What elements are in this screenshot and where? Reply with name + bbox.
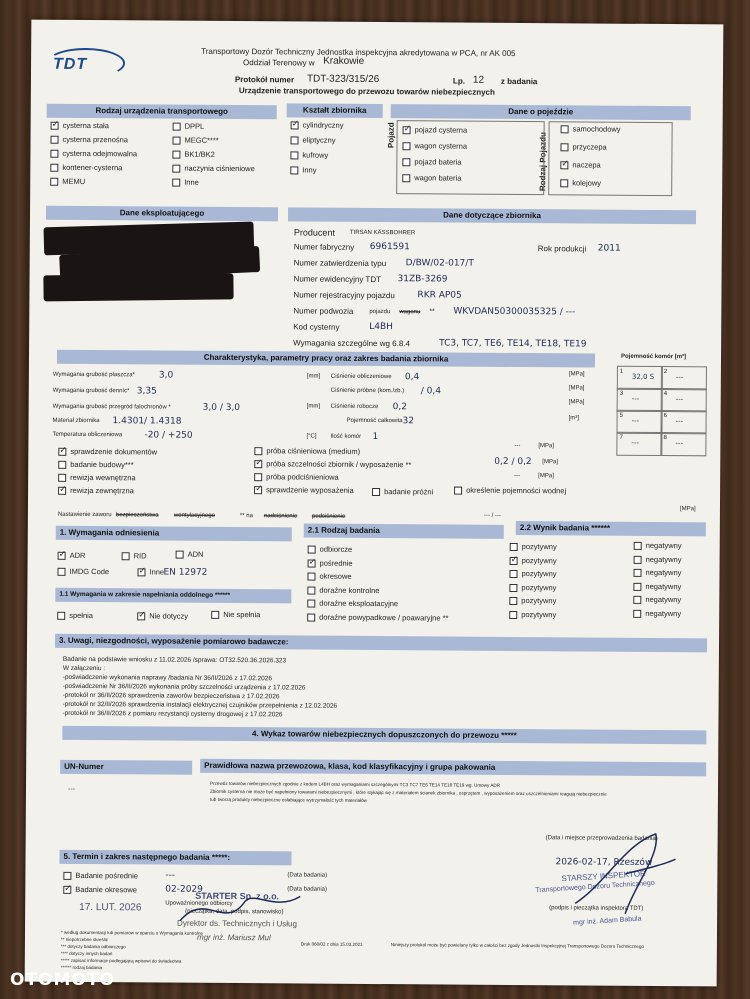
result-positive-label: pozytywny [521,569,557,579]
producer-label: Producent [293,227,335,238]
scope-test-checkbox[interactable] [254,447,262,455]
un-number-header: UN-Numer [60,760,192,775]
unit-mpa: [MPa] [542,459,558,466]
remark-line: -protokół nr 32/II/2026 sprawdzenia instalacji elektrycznej czujników przepełnienia z 12.02.2026 [62,700,338,710]
serial-value: 6961591 [369,241,410,253]
remark-line: -poświadczenie Nr 36/II/2026 wykonania próby szczelności urządzenia z 17.02.2026 [62,682,306,692]
reference-option-checkbox[interactable] [58,552,66,560]
result-positive-label: pozytywny [521,582,557,592]
chamber-volume: --- [631,438,640,447]
result-positive-checkbox[interactable] [509,610,517,618]
next-exam-option-label: Badanie okresowe [75,884,138,895]
chamber-cell [616,432,662,456]
form-code: Druk 060/02 z dnia 15.03.2021 [300,941,363,947]
chamber-volume: --- [675,439,684,448]
next-exam-option-checkbox[interactable] [63,872,71,880]
chamber-number: 5 [619,412,623,419]
left-date-stamp: 17. LUT. 2026 [79,901,142,914]
valve-unit: [MPa] [679,506,696,513]
device-type-option-label: MEGC**** [184,135,219,145]
unit-m3: [m³] [568,415,579,422]
year-label: Rok produkcji [537,244,587,254]
reference-option-checkbox[interactable] [176,551,184,559]
device-type-option-label: DPPL [184,121,205,131]
work-pressure-label: Ciśnienie robocze [330,403,379,411]
result-negative-checkbox[interactable] [634,555,642,563]
inspector-stamp-title: STARSZY INSPEKTOR [561,868,647,884]
chassis-strike: wagonu [399,309,421,316]
vehicle-type-option-checkbox[interactable] [402,158,410,166]
vehicle-kind-option-label: przyczepa [572,142,607,152]
capacity-label: Pojemność całkowita [346,417,403,425]
device-type-option-checkbox[interactable] [51,122,59,130]
medium-value: --- [514,442,521,450]
chamber-cell [661,388,707,412]
characteristics-header: Charakterystyka, parametry pracy oraz zakres badania zbiornika [57,350,595,368]
result-negative-checkbox[interactable] [634,542,642,550]
vehicle-kind-option-label: naczepa [572,160,601,170]
unit-mpa: [MPa] [568,399,585,406]
shell-label: Wymagania grubość płaszcza* [52,371,135,379]
chambers-label: Ilość komór [330,433,362,440]
scope-check-label: sprawdzenie dokumentów [70,446,158,457]
next-exam-date: 02-2029 [165,884,203,895]
footer-note: **** dotyczy innych badań [60,950,113,957]
next-exam-hint: (Data badania) [287,886,328,893]
tank-shape-header: Kształt zbiornika [287,103,383,118]
chassis-value: WKVDAN50300035325 / --- [453,306,576,318]
footer-note: ***** zapisać informacje podlegającą wpisowi do świadectwa [60,957,182,964]
vehicle-kind-option-label: samochodowy [572,124,621,134]
vehicle-kind-option-label: kolejowy [572,178,602,188]
test-pressure-label: Ciśnienie próbne (kom./zb.) [330,387,405,395]
baffle-value: 3,0 / 3,0 [202,402,241,414]
chamber-cell [660,410,706,434]
tank-shape-option-checkbox[interactable] [291,121,299,129]
chamber-number: 1 [619,368,624,375]
tdt-number-value: 31ZB-3269 [397,274,448,285]
exam-type-option-label: okresowe [319,571,352,581]
device-type-option-checkbox[interactable] [50,164,58,172]
inspector-stamp-name: mgr inż. Adam Babula [572,915,642,927]
approval-label: Numer zatwierdzenia typu [293,258,387,269]
chassis-mark: ** [429,308,435,316]
vehicle-type-option-checkbox[interactable] [403,126,411,134]
exam-type-option-checkbox[interactable] [307,600,315,608]
vehicle-kind-side-label: Rodzaj Pojazdu [538,132,548,192]
filling-header: 1.1 Wymagania w zakresie napełniania oddolnego ****** [55,588,291,604]
scope-test-label: próba szczelności zbiornik / wyposażenie ** [266,459,412,470]
lp-label: Lp. [452,76,465,86]
remark-line: -protokół nr 36/II/2026 sprawdzenia zaworów bezpieczeństwa z 17.02.2026 [62,691,280,701]
device-type-option-label: Inne [184,177,199,187]
result-positive-label: pozytywny [521,609,557,619]
chambers-value: 1 [372,431,379,443]
chamber-cell [617,388,663,412]
vehicle-kind-option-checkbox[interactable] [560,179,568,187]
tank-data-header: Dane dotyczące zbiornika [288,207,696,224]
registration-label: Numer rejestracyjny pojazdu [293,290,395,301]
chamber-volume: --- [631,416,640,425]
bottom-label: Wymagania grubość denníc* [52,387,130,395]
filling-option-checkbox[interactable] [137,612,145,620]
protocol-number: TDT-323/315/26 [306,73,380,86]
tank-shape-option-label: Inny [302,165,317,175]
un-number-value: --- [67,785,76,793]
device-type-option-label: cysterna przenośna [62,134,129,145]
device-type-option-checkbox[interactable] [51,136,59,144]
chamber-number: 8 [663,435,667,442]
footer-note: *** dotyczy badania odbiorczego [60,943,126,950]
chamber-cell [661,366,707,390]
exam-type-option-label: doraźne eksploatacyjne [319,598,399,609]
result-positive-checkbox[interactable] [509,583,517,591]
device-type-option-label: cysterna stała [62,120,109,131]
device-type-option-label: BK1/BK2 [184,149,215,159]
work-pressure-value: 0,2 [392,402,408,413]
device-type-option-label: naczynia ciśnieniowe [184,163,255,174]
water-capacity-label: określenie pojemności wodnej [466,485,567,496]
leak-test-value: 0,2 / 0,2 [494,456,532,468]
chamber-volume: --- [675,373,684,382]
result-positive-label: pozytywny [521,542,557,552]
result-negative-checkbox[interactable] [633,569,641,577]
device-type-option-checkbox[interactable] [172,165,180,173]
exam-type-option-label: pośrednie [319,558,353,568]
tank-shape-option-checkbox[interactable] [290,151,298,159]
next-exam-option-checkbox[interactable] [63,886,71,894]
result-negative-label: negatywny [645,567,682,578]
chamber-volume: --- [675,395,684,404]
special-req-label: Wymagania szczególne wg 6.8.4 [293,338,411,349]
result-positive-checkbox[interactable] [509,597,517,605]
exam-type-header: 2.1 Rodzaj badania [304,524,504,539]
chamber-number: 3 [619,390,624,397]
vehicle-kind-option-checkbox[interactable] [560,143,568,151]
exam-type-option-label: odbiorcze [319,544,353,554]
tank-shape-option-checkbox[interactable] [291,136,299,144]
footer-disclaimer: Niniejszy protokół może być powielany tylko w całości bez zgody Jednostki Inspekcyjnej Transportowego Dozoru Technicznego [390,942,644,949]
chassis-label: Numer podwozia [293,306,354,316]
lp-suffix: z badania [500,76,538,87]
valve-setting-label: Nastawienie zaworu [57,511,112,519]
goods-desc-line: Zbiornik cysterna nie może być napełniony towarami niebezpiecznymi , które stykając się z materiałem ścianek zbiornika , osprzętem , wyposażeniem oraz uszczelnieniami reagują niebezpiecznie [209,788,607,797]
remark-line: -poświadczenie wykonania naprawy /badania Nr 36/II/2026 z 17.02.2026 [62,673,273,683]
serial-label: Numer fabryczny [293,242,355,252]
vacuum-test-value: --- [514,472,521,480]
exam-type-option-checkbox[interactable] [307,613,315,621]
tank-shape-option-label: cylindryczny [302,120,344,130]
vehicle-type-option-label: wagon bateria [414,173,462,183]
filling-option-label: Nie spełnia [223,609,261,620]
result-negative-label: negatywny [645,594,682,605]
vehicle-type-option-checkbox[interactable] [402,142,410,150]
device-type-option-label: cysterna odejmowalna [62,148,138,159]
valve-strike-safety: bezpieczeństwa [115,512,159,519]
vehicle-type-option-checkbox[interactable] [402,174,410,182]
tank-shape-option-label: eliptyczny [302,135,336,145]
reference-option-label: Inne [149,567,165,577]
chamber-number: 7 [619,434,623,441]
unit-mpa: [MPa] [538,473,554,480]
scope-test-checkbox[interactable] [254,460,262,468]
vacuum-test-label: badanie próżni [384,487,434,497]
unit-mpa: [MPa] [568,371,585,378]
result-negative-label: negatywny [645,554,682,564]
material-label: Materiał zbiornika [52,417,100,425]
reference-option-checkbox[interactable] [57,568,65,576]
footer-note: ** niepotrzebne skreślić [60,936,108,943]
capacity-value: 32 [402,416,415,427]
device-type-option-label: kontener-cysterna [62,162,123,173]
left-signature-hint2: Upoważnionego odbiorcy [165,900,233,908]
exam-type-option-checkbox[interactable] [307,586,315,594]
company-stamp: STARTER Sp. z o.o. [195,890,280,902]
reference-header: 1. Wymagania odniesienia [56,526,292,542]
reference-option-checkbox[interactable] [137,568,145,576]
document-subtitle: Urządzenie transportowego do przewozu towarów niebezpiecznych [238,86,495,97]
filling-option-label: spełnia [69,610,94,621]
tank-shape-option-checkbox[interactable] [290,166,298,174]
reference-option-checkbox[interactable] [122,552,130,560]
exam-result-header: 2.2 Wynik badania ****** [516,521,706,536]
unit-mm: [mm] [306,403,321,410]
exam-type-option-checkbox[interactable] [308,546,316,554]
scope-check-label: badanie budowy*** [70,459,134,470]
filling-option-label: Nie dotyczy [149,611,189,621]
special-req-value: TC3, TC7, TE6, TE14, TE18, TE19 [439,338,587,350]
result-positive-label: pozytywny [521,555,557,565]
device-type-option-checkbox[interactable] [172,151,180,159]
place-date-value: 2026-02-17, Rzeszów [555,857,653,868]
scope-check-checkbox[interactable] [58,461,66,469]
result-negative-label: negatywny [645,608,682,618]
producer-value: TIRSAN KÄSSBOHRER [349,229,416,237]
device-type-option-checkbox[interactable] [50,150,58,158]
scope-test-checkbox[interactable] [254,486,262,494]
vehicle-type-option-label: pojazd bateria [414,157,462,167]
calc-pressure-label: Ciśnienie obliczeniowe [330,373,392,381]
reference-option-label: ADR [69,550,86,560]
chamber-volume: 32,0 S [631,372,655,381]
remark-line: W załączeniu : [62,664,106,673]
registration-value: RKR AP05 [417,290,462,301]
shell-value: 3,0 [158,370,174,381]
reference-option-label: RID [133,551,147,561]
next-exam-header: 5. Termin i zakres następnego badania *****: [59,850,291,866]
header-line2-label: Oddział Terenowy w [243,58,315,68]
chamber-number: 2 [663,369,668,376]
tdt-number-label: Numer ewidencyjny TDT [293,274,382,285]
next-exam-option-label: Badanie pośrednie [75,870,138,881]
place-date-hint: (Data i miejsce przeprowadzenia badania) [545,835,658,842]
filling-option-checkbox[interactable] [211,611,219,619]
device-type-option-checkbox[interactable] [172,179,180,187]
result-positive-checkbox[interactable] [509,570,517,578]
inspector-hint: (podpis i pieczątka inspektora TDT) [549,905,644,912]
vehicle-type-option-label: wagon cysterna [414,141,468,151]
chamber-cell [660,432,706,456]
vehicle-header: Dane o pojeździe [391,104,691,120]
director-line2: mgr inż. Mariusz Mul [196,932,271,943]
goods-desc-line: Przewóz towarów niebezpiecznych zgodnie z kodem L4BH oraz wymaganiami szczególnymi TC3 TC7 TE6 TE14 TE18 TE19 wg. Umowy ADR [210,780,501,788]
otomoto-watermark: OTOMOTO [10,970,115,990]
operator-redaction [43,273,233,301]
approval-value: D/BW/02-017/T [405,258,474,269]
material-value: 1.4301/ 1.4318 [112,416,182,427]
valve-strike-vent: wentylacyjnego [173,512,215,519]
vehicle-kind-option-checkbox[interactable] [561,125,569,133]
device-type-option-label: MEMU [62,176,86,186]
scope-check-label: rewizja zewnętrzna [70,485,134,496]
header-branch: Krakowie [323,55,365,67]
unit-mpa: [MPa] [538,443,555,450]
scope-check-checkbox[interactable] [58,448,66,456]
reference-option-label: ADN [187,549,204,559]
temperature-value: -20 / +250 [144,430,193,441]
water-capacity-checkbox[interactable] [454,487,462,495]
scope-check-checkbox[interactable] [58,487,66,495]
footer-note: * według dokumentacji lub pomiarów w oparciu o Wymagania kontrolne [60,929,204,936]
next-exam-date: --- [165,870,176,881]
chamber-cell [616,410,662,434]
scope-test-label: próba podciśnieniowa [266,472,339,482]
exam-type-option-checkbox[interactable] [307,573,315,581]
result-negative-label: negatywny [645,540,682,551]
scope-check-checkbox[interactable] [58,474,66,482]
calc-pressure-value: 0,4 [404,372,420,383]
chamber-number: 4 [663,391,668,398]
result-positive-label: pozytywny [521,596,557,606]
result-negative-label: negatywny [645,581,682,591]
scope-check-label: rewizja wewnętrzna [70,472,136,483]
protocol-label: Protokół numer [234,75,295,85]
result-negative-checkbox[interactable] [633,582,641,590]
baffle-label: Wymagania grubość przegród falochronów * [52,403,171,411]
temperature-label: Temperatura obliczeniowa [52,431,123,439]
chassis-small: pojazdu [369,308,391,316]
exam-type-option-label: doraźne powypadkowe / poawaryjne ** [319,612,449,623]
operator-header: Dane eksploatującego [46,206,278,222]
header-line1: Transportowy Dozór Techniczny Jednostka inspekcyjna akredytowana w PCA, nr AK 005 [201,46,516,58]
valve-strike-under: podciśnienie [311,513,346,520]
unit-mm: [mm] [306,373,321,380]
next-exam-hint: (Data badania) [287,872,328,879]
reference-option-label: IMDG Code [69,566,110,577]
vehicle-kind-option-checkbox[interactable] [560,161,568,169]
exam-type-option-label: doraźne kontrolne [319,585,380,595]
other-standard-value: EN 12972 [163,567,208,578]
left-signature-hint: (pieczątka, data, podpis, stanowisko) [185,908,284,916]
vehicle-type-option-label: pojazd cysterna [414,125,468,135]
director-line1: Dyrektor ds. Technicznych i Usług [177,918,297,929]
chamber-number: 6 [663,413,667,420]
chamber-cell [617,366,663,390]
footer-note: ****** rodzaj badania [60,964,103,971]
tank-code-label: Kod cysterny [293,322,340,332]
goods-name-header: Prawidłowa nazwa przewozowa, klasa, kod klasyfikacyjny i grupa pakowania [200,759,706,777]
vacuum-test-checkbox[interactable] [372,488,380,496]
device-type-option-checkbox[interactable] [50,178,58,186]
result-negative-checkbox[interactable] [633,596,641,604]
valve-strike-over: nadciśnienie [263,513,298,520]
valve-value: --- / --- [483,512,501,519]
device-type-option-checkbox[interactable] [172,137,180,145]
unit-mpa: [MPa] [568,385,585,392]
device-type-option-checkbox[interactable] [173,123,181,131]
inspector-signature [565,823,686,927]
test-pressure-value: / 0,4 [420,386,442,397]
tank-code-value: L4BH [369,321,393,333]
chamber-volume: --- [631,394,640,403]
remark-line: Badanie na podstawie wniosku z 11.02.2026 /sprawa: OT32.520.36.2026.323 [62,655,287,665]
scope-test-label: próba ciśnieniowa (medium) [266,446,361,456]
vehicle-side-label: Pojazd [386,122,396,149]
scope-test-label: sprawdzenie wyposażenia [266,485,354,495]
result-positive-checkbox[interactable] [510,543,518,551]
protocol-document [25,20,724,987]
valve-na: ** na [239,513,253,520]
goods-desc-line: tub tworzą produkty niebezpieczne osłabiające wytrzymałość tych materiałów [209,796,367,803]
year-value: 2011 [597,243,621,254]
lp-value: 12 [472,74,485,86]
remark-line: -protokół nr 36/II/2026 z pomiaru rezystancji cysterny drogowej z 17.02.2026 [62,709,283,719]
bottom-value: 3,35 [136,386,157,397]
remarks-header: 3. Uwagi, niezgodności, wyposażenie pomiarowo badawcze: [55,634,707,653]
unit-celsius: [°C] [306,433,317,440]
goods-header: 4. Wykaz towarów niebezpiecznych dopuszczonych do przewozu ***** [62,726,706,744]
filling-option-checkbox[interactable] [57,612,65,620]
tdt-logo: TDT [52,55,88,73]
scope-test-checkbox[interactable] [254,473,262,481]
tank-shape-option-label: kufrowy [302,150,329,160]
result-positive-checkbox[interactable] [510,556,518,564]
result-negative-checkbox[interactable] [633,609,641,617]
chamber-volume: --- [675,417,684,426]
inspector-stamp-org: Transportowego Dozoru Technicznego [535,879,655,895]
exam-type-option-checkbox[interactable] [308,559,316,567]
chamber-capacity-title: Pojemność komór [m³] [621,353,687,361]
device-type-header: Rodzaj urządzenia transportowego [47,104,277,120]
